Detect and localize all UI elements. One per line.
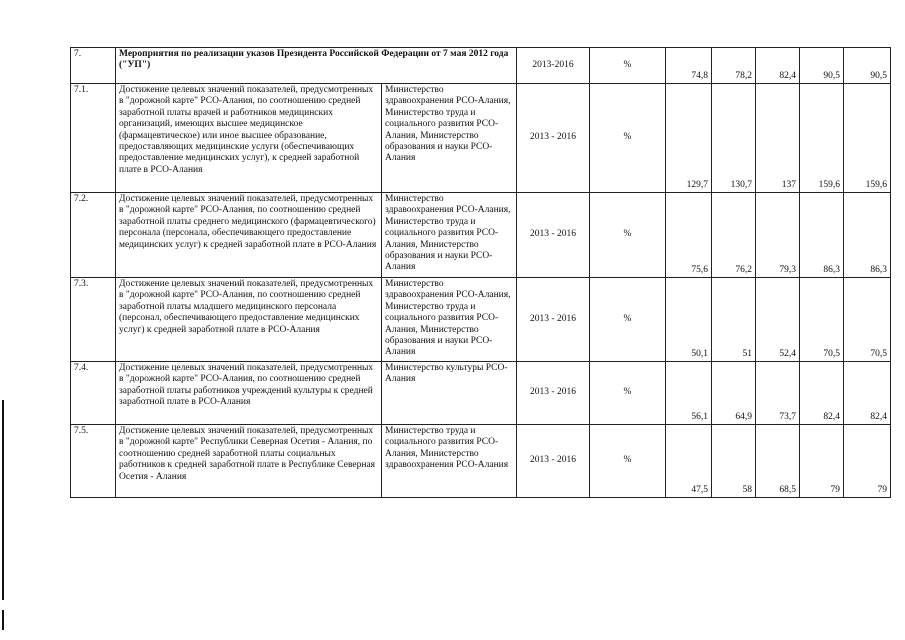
section-number: 7.: [71, 48, 116, 84]
row-description: Достижение целевых значений показателей, предусмотренных в "дорожной карте" РСО-Алания, по соотношению средней заработной платы врачей и работников медицинских организаций, имеющих высшее медицинское (фармацевтическое) или иное высшее образование, предоставляющих медицинские услуги (обеспечивающих предоставление медицинских услуг), к средней заработной плате в РСО-Алания: [116, 84, 382, 193]
row-value: 47,5: [666, 425, 712, 498]
section-unit: %: [590, 48, 666, 84]
section-value: 82,4: [756, 48, 800, 84]
table-row: [71, 84, 891, 193]
row-value: 75,6: [666, 193, 712, 278]
row-number: 7.4.: [71, 362, 116, 425]
row-value: 64,9: [712, 362, 756, 425]
table-row: [71, 278, 891, 362]
section-period: 2013-2016: [517, 48, 590, 84]
row-value: 159,6: [844, 84, 891, 193]
row-responsible: Министерство здравоохранения РСО-Алания, Министерство труда и социального развития РСО-Алания, Министерство образования и науки РСО-Алания: [382, 278, 517, 362]
row-unit: %: [590, 278, 666, 362]
table-row: [71, 425, 891, 498]
row-period: 2013 - 2016: [517, 84, 590, 193]
row-value: 79: [844, 425, 891, 498]
section-row: [71, 48, 891, 84]
row-period: 2013 - 2016: [517, 425, 590, 498]
row-description: Достижение целевых значений показателей, предусмотренных в "дорожной карте" РСО-Алания, по соотношению средней заработной платы среднего медицинского (фармацевтического) персонала (персонала, обеспечивающего предоставление медицинских услуг) к средней заработной плате в РСО-Алания: [116, 193, 382, 278]
section-value: 90,5: [800, 48, 844, 84]
row-responsible: Министерство труда и социального развития РСО-Алания, Министерство здравоохранения РСО-Алания: [382, 425, 517, 498]
row-value: 82,4: [844, 362, 891, 425]
row-value: 79,3: [756, 193, 800, 278]
section-value: 90,5: [844, 48, 891, 84]
row-description: Достижение целевых значений показателей, предусмотренных в "дорожной карте" Республики Северная Осетия - Алания, по соотношению средней заработной платы социальных работников к средней заработной плате в Республике Северная Осетия - Алания: [116, 425, 382, 498]
row-value: 51: [712, 278, 756, 362]
row-unit: %: [590, 193, 666, 278]
row-unit: %: [590, 425, 666, 498]
row-value: 68,5: [756, 425, 800, 498]
row-period: 2013 - 2016: [517, 362, 590, 425]
section-value: 78,2: [712, 48, 756, 84]
row-description: Достижение целевых значений показателей, предусмотренных в "дорожной карте" РСО-Алания, по соотношению средней заработной платы младшего медицинского персонала (персонал, обеспечивающего предоставление медицинских услуг) к средней заработной плате в РСО-Алания: [116, 278, 382, 362]
row-unit: %: [590, 362, 666, 425]
row-description: Достижение целевых значений показателей, предусмотренных в "дорожной карте" РСО-Алания, по соотношению средней заработной платы работников учреждений культуры к средней заработной плате в РСО-Алания: [116, 362, 382, 425]
table-row: [71, 362, 891, 425]
row-period: 2013 - 2016: [517, 278, 590, 362]
row-value: 58: [712, 425, 756, 498]
row-value: 130,7: [712, 84, 756, 193]
row-value: 129,7: [666, 84, 712, 193]
row-value: 86,3: [800, 193, 844, 278]
row-value: 52,4: [756, 278, 800, 362]
row-value: 137: [756, 84, 800, 193]
row-value: 159,6: [800, 84, 844, 193]
row-value: 82,4: [800, 362, 844, 425]
row-value: 79: [800, 425, 844, 498]
row-number: 7.5.: [71, 425, 116, 498]
section-value: 74,8: [666, 48, 712, 84]
table-row: [71, 193, 891, 278]
row-number: 7.2.: [71, 193, 116, 278]
margin-mark: [2, 400, 4, 600]
margin-mark-lower: [2, 610, 4, 630]
row-number: 7.1.: [71, 84, 116, 193]
row-number: 7.3.: [71, 278, 116, 362]
row-value: 86,3: [844, 193, 891, 278]
row-value: 70,5: [800, 278, 844, 362]
indicators-table: [70, 47, 891, 498]
row-responsible: Министерство культуры РСО-Алания: [382, 362, 517, 425]
section-title: Мероприятия по реализации указов Президента Российской Федерации от 7 мая 2012 года ("УП"): [116, 48, 517, 84]
row-period: 2013 - 2016: [517, 193, 590, 278]
row-value: 76,2: [712, 193, 756, 278]
row-unit: %: [590, 84, 666, 193]
row-value: 50,1: [666, 278, 712, 362]
row-responsible: Министерство здравоохранения РСО-Алания, Министерство труда и социального развития РСО-Алания, Министерство образования и науки РСО-Алания: [382, 84, 517, 193]
row-value: 70,5: [844, 278, 891, 362]
row-value: 56,1: [666, 362, 712, 425]
row-responsible: Министерство здравоохранения РСО-Алания, Министерство труда и социального развития РСО-Алания, Министерство образования и науки РСО-Алания: [382, 193, 517, 278]
row-value: 73,7: [756, 362, 800, 425]
